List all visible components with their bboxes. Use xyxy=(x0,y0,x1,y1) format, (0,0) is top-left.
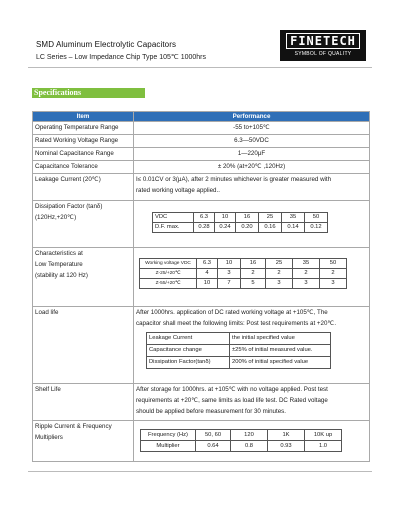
sub-cell: the initial specified value xyxy=(230,333,331,345)
low-temperature-subtable xyxy=(139,258,347,289)
sub-cell: 1K xyxy=(268,430,305,441)
performance-cell: -55 to+105℃ xyxy=(134,122,370,135)
sub-cell: 5 xyxy=(241,279,266,289)
table-row-low-temperature xyxy=(33,248,370,307)
sub-cell: 4 xyxy=(197,269,218,279)
sub-cell: D.F. max. xyxy=(153,223,194,233)
item-line: (stability at 120 Hz) xyxy=(35,272,88,279)
sub-cell: ±25% of initial measured value. xyxy=(230,345,331,357)
header-divider xyxy=(28,67,372,68)
footer-divider xyxy=(28,471,372,472)
logo-text: FINETECH xyxy=(286,33,360,49)
performance-cell xyxy=(134,384,370,421)
item-cell: Leakage Current (20℃) xyxy=(33,174,134,201)
sub-cell: 10K up xyxy=(305,430,342,441)
table-row-leakage xyxy=(33,174,370,201)
sub-cell: 10 xyxy=(218,259,241,269)
text-line: should be applied before measurement for 30 minutes. xyxy=(136,408,286,415)
item-line: (120Hz,+20℃) xyxy=(35,214,77,221)
table-row-load-life xyxy=(33,307,370,384)
sub-cell: 50 xyxy=(320,259,347,269)
dissipation-subtable xyxy=(152,212,328,233)
sub-cell: 16 xyxy=(241,259,266,269)
header-item: Item xyxy=(33,112,134,122)
performance-cell: 1—220μF xyxy=(134,148,370,161)
ripple-subtable xyxy=(140,429,342,452)
item-line: Dissipation Factor (tanδ) xyxy=(35,203,103,210)
text-line: After storage for 1000hrs. at +105℃ with no voltage applied. Post test xyxy=(136,386,328,393)
item-cell: Capacitance Tolerance xyxy=(33,161,134,174)
sub-cell: 2 xyxy=(293,269,320,279)
sub-cell: 0.20 xyxy=(236,223,259,233)
text-line: rated working voltage applied.. xyxy=(136,187,220,194)
sub-cell: 2 xyxy=(241,269,266,279)
sub-cell: 3 xyxy=(218,269,241,279)
table-row xyxy=(33,148,370,161)
load-life-subtable xyxy=(146,332,331,369)
sub-cell: 50, 60 xyxy=(196,430,231,441)
sub-cell: Z-25/+20℃ xyxy=(140,269,197,279)
sub-cell: 2 xyxy=(266,269,293,279)
sub-cell: 10 xyxy=(197,279,218,289)
table-header-row xyxy=(33,112,370,122)
sub-cell: VDC xyxy=(153,213,194,223)
sub-cell: 3 xyxy=(266,279,293,289)
performance-cell xyxy=(134,421,370,462)
text-line: capacitor shall meet the following limits: Post test requirements at +20℃. xyxy=(136,320,337,327)
sub-cell: 200% of initial specified value xyxy=(230,357,331,369)
sub-cell: Dissipation Factor(tanδ) xyxy=(147,357,230,369)
sub-cell: 0.14 xyxy=(282,223,305,233)
sub-cell: 0.64 xyxy=(196,441,231,452)
brand-logo xyxy=(280,30,366,61)
sub-cell: 35 xyxy=(282,213,305,223)
sub-cell: Working voltage VDC xyxy=(140,259,197,269)
sub-cell: 7 xyxy=(218,279,241,289)
performance-cell xyxy=(134,307,370,384)
sub-cell: 0.28 xyxy=(194,223,215,233)
series-subtitle: LC Series – Low Impedance Chip Type 105℃ 1000hrs xyxy=(36,54,206,61)
item-line: Characteristics at xyxy=(35,250,83,257)
item-cell: Shelf Life xyxy=(33,384,134,421)
item-cell xyxy=(33,248,134,307)
document-title: SMD Aluminum Electrolytic Capacitors xyxy=(36,40,177,49)
sub-cell: 25 xyxy=(259,213,282,223)
performance-cell xyxy=(134,201,370,248)
sub-cell: 3 xyxy=(293,279,320,289)
item-cell: Load life xyxy=(33,307,134,384)
sub-cell: 50 xyxy=(305,213,328,223)
item-cell xyxy=(33,421,134,462)
logo-tagline: SYMBOL OF QUALITY xyxy=(294,51,352,57)
item-line: Low Temperature xyxy=(35,261,83,268)
sub-cell: 3 xyxy=(320,279,347,289)
text-line: I≤ 0.01CV or 3(μA), after 2 minutes whichever is greater measured with xyxy=(136,176,332,183)
sub-cell: 0.8 xyxy=(231,441,268,452)
sub-cell: Z-55/+20℃ xyxy=(140,279,197,289)
performance-cell: 6.3—50VDC xyxy=(134,135,370,148)
item-cell: Nominal Capacitance Range xyxy=(33,148,134,161)
specifications-table xyxy=(32,111,370,462)
performance-cell xyxy=(134,248,370,307)
sub-cell: 0.12 xyxy=(305,223,328,233)
sub-cell: 0.16 xyxy=(259,223,282,233)
performance-cell xyxy=(134,174,370,201)
table-row xyxy=(33,161,370,174)
item-cell: Operating Temperature Range xyxy=(33,122,134,135)
sub-cell: 0.93 xyxy=(268,441,305,452)
sub-cell: Leakage Current xyxy=(147,333,230,345)
sub-cell: 120 xyxy=(231,430,268,441)
text-line: After 1000hrs. application of DC rated working voltage at +105℃, The xyxy=(136,309,328,316)
sub-cell: 35 xyxy=(293,259,320,269)
sub-cell: 1.0 xyxy=(305,441,342,452)
sub-cell: Multiplier xyxy=(141,441,196,452)
item-cell xyxy=(33,201,134,248)
sub-cell: 6.3 xyxy=(197,259,218,269)
item-line: Multipliers xyxy=(35,434,63,441)
sub-cell: 25 xyxy=(266,259,293,269)
sub-cell: 16 xyxy=(236,213,259,223)
text-line: requirements at +20℃, same limits as load life test. DC Rated voltage xyxy=(136,397,328,404)
sub-cell: 2 xyxy=(320,269,347,279)
sub-cell: 10 xyxy=(215,213,236,223)
sub-cell: 6.3 xyxy=(194,213,215,223)
item-cell: Rated Working Voltage Range xyxy=(33,135,134,148)
table-row xyxy=(33,135,370,148)
sub-cell: Frequency (Hz) xyxy=(141,430,196,441)
sub-cell: 0.24 xyxy=(215,223,236,233)
item-line: Ripple Current & Frequency xyxy=(35,423,112,430)
header-performance: Performance xyxy=(134,112,370,122)
table-row xyxy=(33,122,370,135)
table-row-dissipation xyxy=(33,201,370,248)
section-title: Specifications xyxy=(32,88,145,98)
performance-cell: ± 20% (at+20℃ ,120Hz) xyxy=(134,161,370,174)
sub-cell: Capacitance change xyxy=(147,345,230,357)
table-row-shelf-life xyxy=(33,384,370,421)
table-row-ripple xyxy=(33,421,370,462)
